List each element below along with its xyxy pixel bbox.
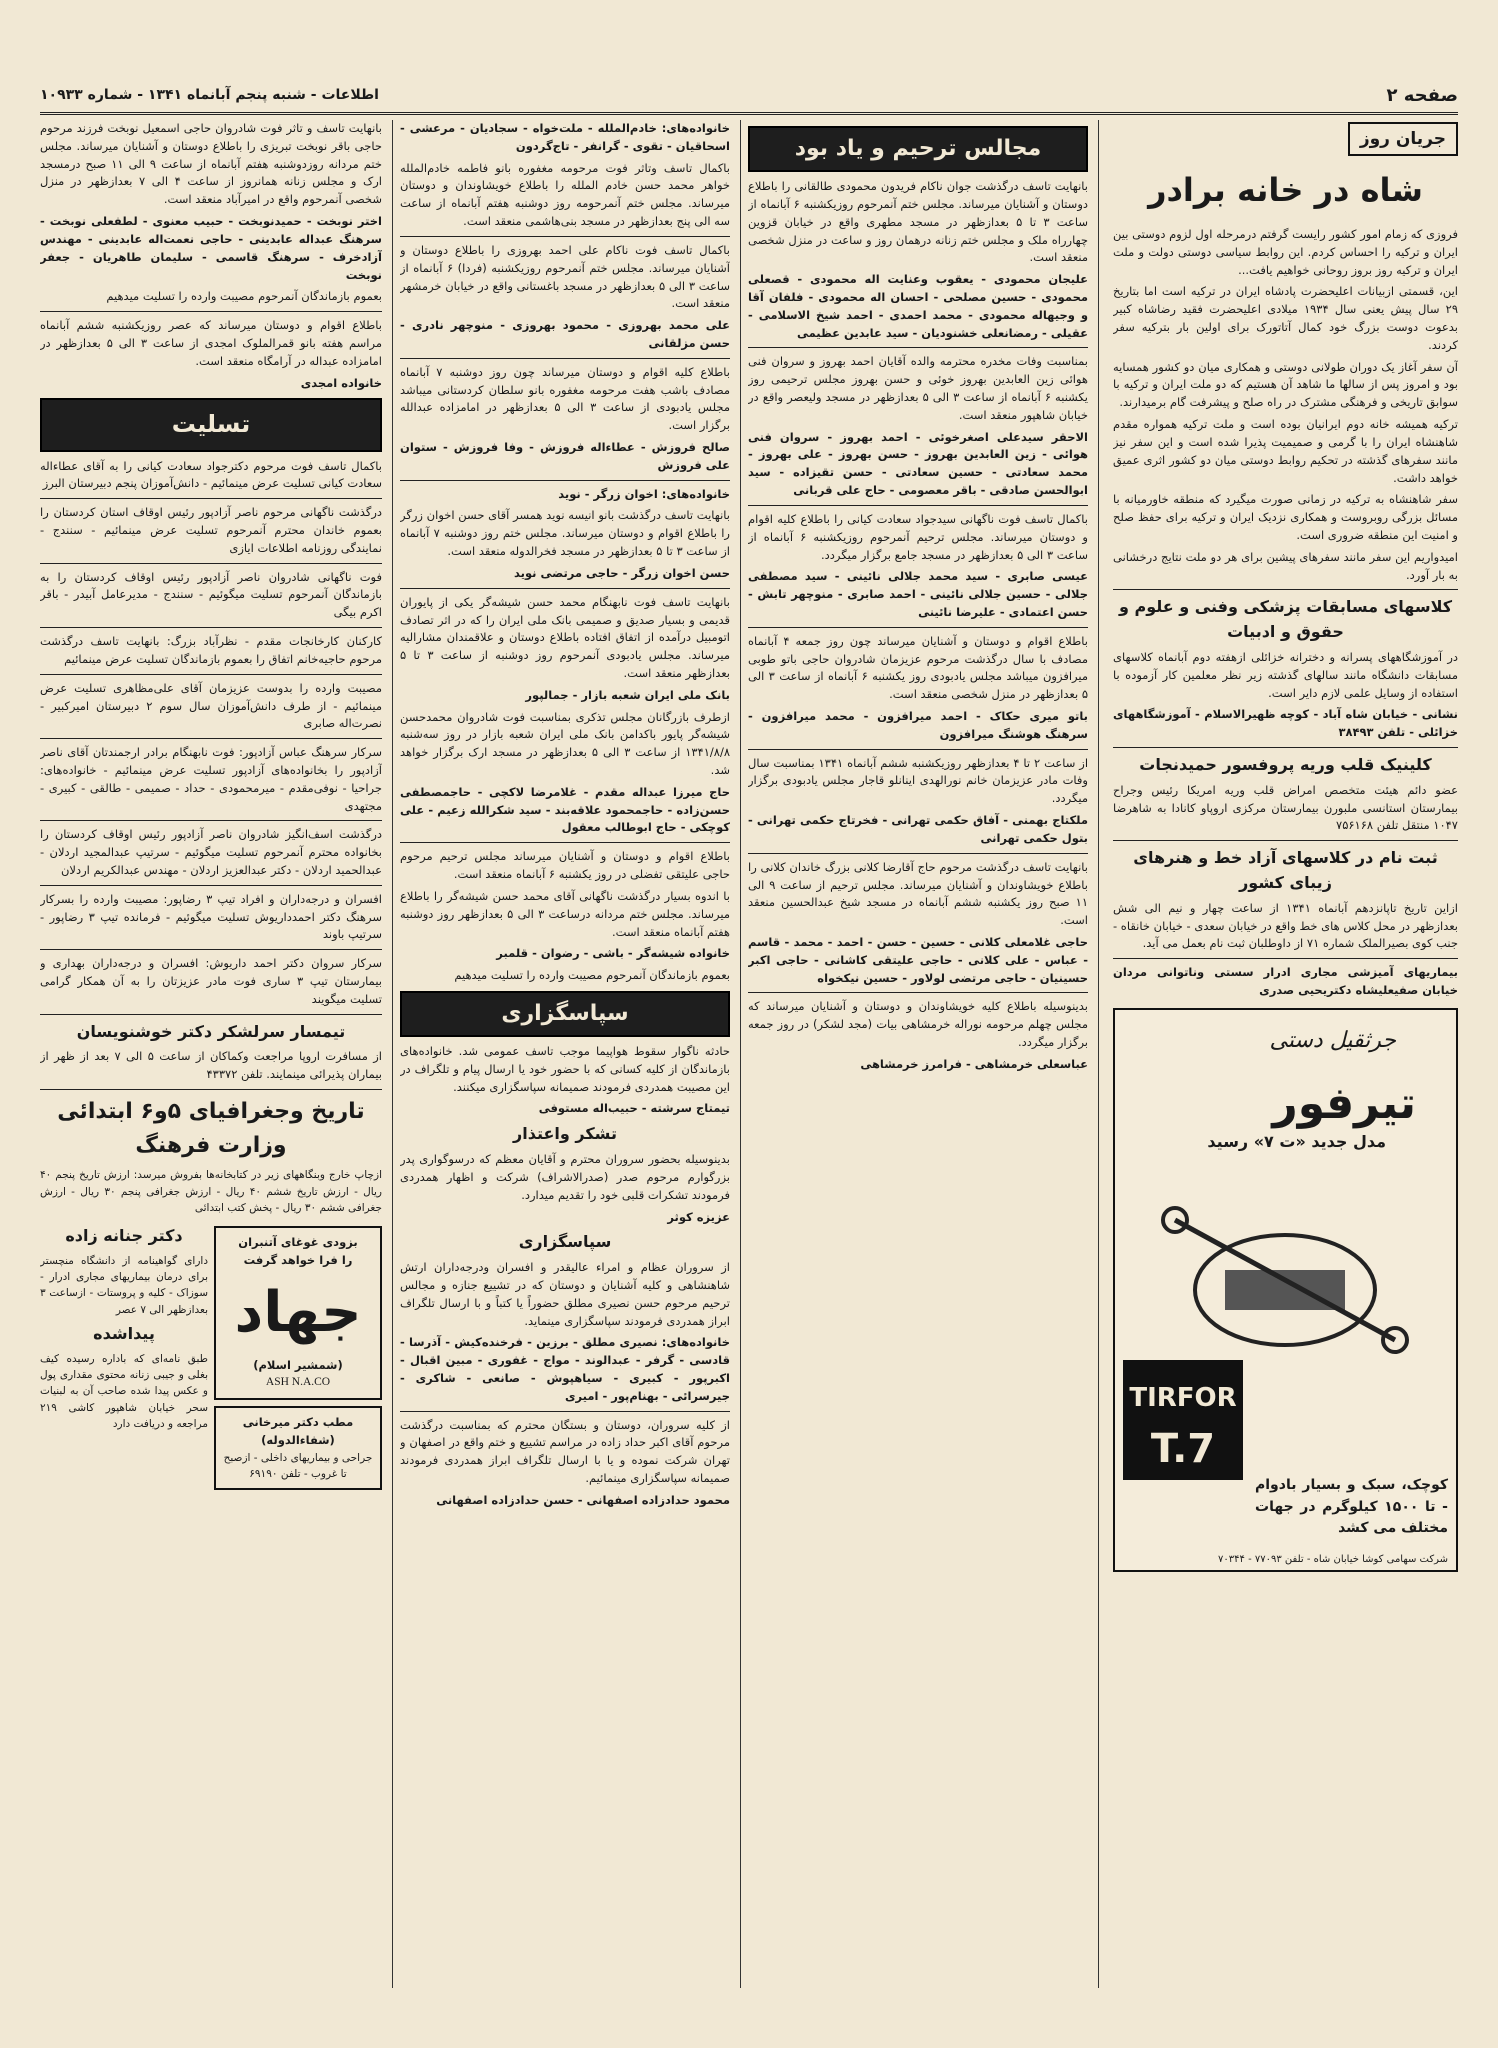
condolence: فوت ناگهانی شادروان ناصر آزادپور رئیس اوقاف کردستان را به بازماندگان آنمرحوم تسلیت میگوئیم - سنندج - مدیرعامل آبیدر - باقر اکرم بیگی	[40, 569, 382, 620]
section-label: جریان روز	[1348, 122, 1458, 156]
ad-body: دارای گواهینامه از دانشگاه منچستر برای درمان بیماریهای مجاری ادرار - سوزاک - کلیه و پروستات - ازساعت ۳ بعدازظهر الی ۷ عصر	[40, 1254, 208, 1316]
notice-signatures: الاحقر سیدعلی اصغرخوئی - احمد بهروز - سروان فنی هوائی - زین العابدین بهروز - حسن بهروز - علی بهروز - محمد سعادتی - حسین سعادتی - حسن تقیزاده - سید ابوالحسن صادقی - باقر معصومی - حاج علی قربانی	[748, 429, 1088, 498]
film-ad-line: بزودی غوغای آتنبران	[238, 1235, 358, 1250]
article-paragraph: آن سفر آغاز یک دوران طولانی دوستی و همکاری میان دو کشور همسایه بود و امروز پس از سالها ما شاهد آن هستیم که دو ملت ایران و ترکیه با سوابق تاریخی و فرهنگی مشترک در راه صلح و پیشرفت گام برمیدارند.	[1113, 359, 1458, 410]
notice: باطلاع اقوام و دوستان و آشنایان میرساند مجلس ترحیم مرحوم حاجی علیتقی تفضلی در روز یکشنبه ۶ آبانماه منعقد است.	[400, 849, 730, 882]
issue-line: اطلاعات - شنبه پنجم آبانماه ۱۳۴۱ - شماره ۱۰۹۳۳	[40, 87, 379, 103]
article-paragraph: سفر شاهنشاه به ترکیه در زمانی صورت میگیرد که منطقه خاورمیانه با مسائل بزرگی روبروست و همکاری نزدیک ایران و ترکیه برای حفظ صلح و امنیت این منطقه ضروری است.	[1113, 492, 1458, 542]
ad-body: در آموزشگاههای پسرانه و دخترانه خزائلی ازهفته دوم آبانماه کلاسهای مسابقات دانشگاه مانند سالهای گذشته زیر نظر معلمین کار آزموده با استفاده از وسایل علمی لازم دایر است.	[1113, 649, 1458, 700]
condolence: سرکار سروان دکتر احمد داریوش: افسران و درجه‌داران بهداری و بیمارستان تیپ ۳ ساری فوت مادر عزیزتان را به آن همکار گرامی تسلیت میگویند	[40, 956, 382, 1006]
article-paragraph: ترکیه همیشه خانه دوم ایرانیان بوده است و ملت ترکیه همواره مقدم شاهنشاه ایران را با گرمی و صمیمیت پذیرا شده است و این سفر نیز مانند سفرهای گذشته در تحکیم روابط دوستی میان دو کشور اثری عمیق خواهد داشت.	[1113, 417, 1458, 485]
divider	[400, 588, 730, 589]
notice: بانهایت تاسف درگذشت بانو انیسه نوید همسر آقای حسن اخوان زرگر را باطلاع اقوام و دوستان میرساند. مجلس ختم روز دوشنبه ۷ آبانماه از ساعت ۳ تا ۵ بعدازظهر در مسجد فخرالدوله منعقد است.	[400, 508, 730, 559]
ad-title: ثبت نام در کلاسهای آزاد خط و هنرهای زیبای کشور	[1133, 848, 1438, 893]
notice: بانهایت تاسف و تاثر فوت شادروان حاجی اسمعیل نوبخت فرزند مرحوم حاجی باقر نوبخت تبریزی را باطلاع دوستان و آشنایان میرساند. مجلس ختم مردانه روزدوشنبه هفتم آبانماه از ساعت ۹ الی ۱۱ صبح درمسجد ارک و مجلس زنانه همانروز از ساعت ۴ الی ۷ بعدازظهر در منزل شخصی آنمرحوم واقع در امیرآباد منعقد است.	[40, 121, 382, 207]
notice: باکمال تاسف وتاثر فوت مرحومه مغفوره بانو فاطمه خادم‌الملله خواهر محمد حسن خادم الملله را باطلاع خویشاوندان و دوستان میرساند. مجلس ختم آنمرحومه روز دوشنبه هفتم آبانماه از ساعت سه الی پنج بعدازظهر در مسجد بنی‌هاشمی منعقد است.	[400, 160, 730, 229]
notice-signatures: علی محمد بهروزی - محمود بهروزی - منوچهر نادری - حسن مزلقانی	[400, 318, 730, 350]
ad-address: نشانی - خیابان شاه آباد - کوچه ظهیرالاسلام - آموزشگاههای خزائلی - تلفن ۳۸۴۹۳	[1113, 707, 1458, 740]
divider	[400, 1411, 730, 1412]
ad-body: ازاین تاریخ تاپانزدهم آبانماه ۱۳۴۱ از ساعت چهار و نیم الی شش بعدازظهر در محل کلاس های خط واقع در خیابان سعدی - خیابان خانقاه - جنب کوی بصیرالملک شماره ۷۱ از داوطلبان ثبت نام بعمل می آید.	[1113, 900, 1458, 951]
film-distributor: ASH N.A.CO	[265, 1376, 331, 1389]
notice-families: خانواده‌های: خادم‌الملله - ملت‌خواه - سجادیان - مرعشی - اسحاقیان - تقوی - گرانفر - تاج‌گردون	[400, 121, 730, 153]
divider	[40, 1089, 382, 1090]
notice-signatures: بانک ملی ایران شعبه بازار - جمالپور	[525, 687, 730, 702]
ad-footer: شرکت سهامی کوشا خیابان شاه - تلفن ۷۷۰۹۳ - ۷۰۳۴۴	[1218, 1554, 1448, 1566]
ad-title: دکتر جنانه زاده	[65, 1226, 183, 1246]
notice: باکمال تاسف فوت ناگهانی سیدجواد سعادت کیانی را باطلاع کلیه اقوام و دوستان میرساند. مجلس ترحیم آنمرحوم روزیکشنبه ۶ آبانماه از ساعت ۳ الی ۵ بعدازظهر در مسجد جامع برگزار میگردد.	[748, 511, 1088, 562]
notice: بعموم بازماندگان آنمرحوم مصیبت وارده را تسلیت میدهیم	[454, 968, 730, 983]
condolence: درگذشت اسف‌انگیز شادروان ناصر آزادپور رئیس اوقاف کردستان را بخانواده محترم آنمرحوم تسلیت میگوئیم - سرتیپ عبدالمجید اردلان - عبدالحمید اردلان - دکتر عبدالعزیز اردلان - مهندس عبدالکریم اردلان	[40, 827, 382, 877]
column-rule	[392, 120, 393, 1988]
ad-body: بیماریهای آمیزشی مجاری ادرار سستی وناتوانی مردان خیابان صفیعلیشاه دکتریحیی صدری	[1113, 965, 1458, 998]
notice-signatures: خانواده امجدی	[300, 375, 382, 390]
page-number: صفحه ۲	[1386, 84, 1458, 106]
notice: ازطرف بازرگانان مجلس تذکری بمناسبت فوت شادروان محمدحسن شیشه‌گر پایور باکدامن بانک ملی ایران شعبه بازار در روز سه‌شنبه ۱۳۴۱/۸/۸ از ساعت ۳ الی ۵ بعدازظهر در مسجد ارک برگزار خواهد شد.	[400, 709, 730, 777]
divider	[40, 563, 382, 564]
divider	[748, 992, 1088, 993]
divider	[1113, 747, 1458, 748]
notice-signatures: حاجی غلامعلی کلانی - حسین - حسن - احمد - محمد - قاسم - عباس - علی کلانی - حاجی علیتقی کاشانی - حاجی اکبر حسینیان - حاجی مرتضی لولاور - حسین نیکخواه	[748, 934, 1088, 985]
condolence: باکمال تاسف فوت مرحوم دکترجواد سعادت کیانی را به آقای عطاءاله سعادت کیانی تسلیت عرض مینمائیم - دانش‌آموزان پنجم دبیرستان البرز	[40, 458, 382, 491]
ad-model: مدل جدید «ت ۷» رسید	[1207, 1131, 1386, 1151]
column-rule	[1098, 120, 1099, 1988]
divider	[40, 738, 382, 739]
ad-subtitle: (شفاءالدوله)	[261, 1432, 335, 1447]
column-left	[40, 120, 382, 1988]
notice-families: خانواده‌های: اخوان زرگر - نوید	[558, 486, 730, 501]
ad-title: کلاسهای مسابقات پزشکی وفنی و علوم و حقوق و ادبیات	[1118, 597, 1453, 642]
notice-signatures: علیجان محمودی - یعقوب وعنایت اله محمودی - قصعلی محمودی - حسین مصلحی - احسان اله محمودی - فلفان آقا و وجیهاله محمودی - محمد احمدی - احمد شیخ الاسلامی - عقیلی - رمضانعلی خشنودیان - سید عابدین عظیمی	[748, 272, 1088, 340]
notice-signatures: عباسعلی خرمشاهی - فرامرز خرمشاهی	[860, 1056, 1088, 1071]
notice-signatures: اختر نوبخت - حمیدنوبخت - حبیب معنوی - لطفعلی نوبخت - سرهنگ عبداله عابدینی - حاجی نعمت‌اله عابدینی - مهندس آزادخرف - سرهنگ قاسمی - سلیمان طاهریان - جعفر نوبخت	[40, 214, 382, 282]
notice-title: سپاسگزاری	[518, 1232, 612, 1252]
ad-body: عضو دائم هیئت متخصص امراض قلب وریه امریکا رئیس وجراح بیمارستان استانسی ملبورن بیمارستان مرکزی اروپاو کانادا به شاهرضا ۱۰۴۷ منتقل تلفن ۷۵۶۱۶۸	[1113, 782, 1458, 833]
ad-tagline: کوچک، سبک و بسیار بادوام - تا ۱۵۰۰ کیلوگرم در جهات مختلف می کشد	[1255, 1476, 1448, 1537]
ad-title: پیداشده	[93, 1323, 155, 1343]
column-2	[748, 120, 1088, 1988]
tirfor-ad	[1113, 1008, 1458, 1572]
section-banner: تسلیت	[40, 398, 382, 451]
notice: بدینوسیله باطلاع کلیه خویشاوندان و دوستان و آشنایان میرساند که مجلس چهلم مرحومه نوراله خرمشاهی بیات (مجد لشکر) در روز جمعه برگزار میگردد.	[748, 999, 1088, 1050]
winch-illustration	[1155, 1180, 1415, 1370]
film-ad-line: را فرا خواهد گرفت	[243, 1252, 353, 1267]
divider	[1113, 589, 1458, 590]
notice-signatures: صالح فروزش - عطاءاله فروزش - وفا فروزش - ستوان علی فروزش	[400, 440, 730, 472]
notice: از ساعت ۲ تا ۴ بعدازظهر روزیکشنبه ششم آبانماه ۱۳۴۱ بمناسبت سال وفات مادر عزیزمان خانم نورالهدی اینانلو قاجار مجلس یادبودی برگزار میگردد.	[748, 755, 1088, 806]
ads-left	[214, 1220, 382, 1496]
notice-signatures: عزیزه کوثر	[667, 1209, 730, 1224]
divider	[748, 347, 1088, 348]
divider	[400, 236, 730, 237]
divider	[400, 358, 730, 359]
logo-model: T.7	[1150, 1426, 1216, 1473]
condolence: سرکار سرهنگ عباس آزادپور: فوت نابهنگام برادر ارجمندتان آقای ناصر آزادپور را بخانواده‌های آزادپور تسلیت عرض مینمائیم - خانواده‌های: جراحیا - نوفی‌مقدم - میرمحمودی - حداد - صمیمی - طالقی - کبیری - مجتهدی	[40, 745, 382, 813]
divider	[1113, 958, 1458, 959]
divider	[40, 674, 382, 675]
notice-signatures: خانواده شیشه‌گر - باشی - رضوان - قلمبر	[496, 946, 730, 961]
divider	[40, 627, 382, 628]
headline: شاه در خانه برادر	[1148, 171, 1423, 210]
notice-signatures: حاج میرزا عبداله مقدم - غلامرضا لاکچی - حاجمصطفی حسن‌زاده - حاجمحمود علاقه‌بند - سید شکرالله زعیم - علی کوچکی - حاج ابوطالب معقول	[400, 784, 730, 835]
ad-brand: تیرفور	[1272, 1077, 1416, 1129]
notice-signatures: ملکتاج بهمنی - آفاق حکمی تهرانی - فخرتاج حکمی تهرانی - بتول حکمی تهرانی	[748, 813, 1088, 845]
ads-right	[40, 1220, 208, 1496]
notice-signatures: خانواده‌های: نصیری مطلق - برزین - فرخنده‌کیش - آذرسا - قادسی - گرفر - عبدالوند - مواج - غفوری - مبین اقبال - اکبرپور - کبیری - سیاهپوش - صانعی - شاکری - جیرسرائی - بهنام‌پور - امیری	[400, 1335, 730, 1403]
article-paragraph: این، قسمتی ازبیانات اعلیحضرت پادشاه ایران در ترکیه است اما بتاریخ ۲۹ سال پیش یعنی سال ۱۹۳۴ میلادی اعلیحضرت فقید رضاشاه کبیر بدعوت دوست بزرگ خود کمال آتاتورک برای اولین بار بترکیه سفر کردند.	[1113, 284, 1458, 352]
thanks-notice: از سروران عظام و امراء عالیقدر و افسران ودرجه‌داران ارتش شاهنشاهی و کلیه آشنایان و دوستان که در تشییع جنازه و مجالس ترحیم مرحوم حسن نصیری مطلق حضوراً یا کتباً و با ارسال تلگراف ابراز همدردی فرمودند سپاسگزاری مینماید.	[400, 1260, 730, 1328]
ad-title: مطب دکتر میرخانی	[242, 1415, 354, 1430]
page-header	[40, 78, 1458, 115]
thanks-notice: از کلیه سروران، دوستان و بستگان محترم که بمناسبت درگذشت مرحوم آقای اکبر حداد زاده در مراسم تشییع و ختم واقع در اصفهان و تهران شرکت نموده و یا با ارسال تلگراف ابراز همدردی فرمودند صمیمانه سپاسگزاری مینمائیم.	[400, 1417, 730, 1486]
column-3	[400, 120, 730, 1988]
column-rule	[740, 120, 741, 1988]
divider	[748, 505, 1088, 506]
condolence: کارکنان کارخانجات مقدم - نظرآباد بزرگ: بانهایت تاسف درگذشت مرحوم حاجیه‌خانم اتفاق را بعموم بازماندگان تسلیت عرض مینمائیم	[40, 634, 382, 666]
section-banner: سپاسگزاری	[400, 991, 730, 1037]
ad-body: از مسافرت اروپا مراجعت وکماکان از ساعت ۵ الی ۷ بعد از ظهر از بیماران پذیرائی مینمایند. تلفن ۴۳۳۷۲	[40, 1049, 382, 1082]
divider	[1113, 840, 1458, 841]
ad-small-title: جرثقیل دستی	[1269, 1027, 1396, 1053]
divider	[400, 480, 730, 481]
notice: بانهایت تاسف فوت نابهنگام محمد حسن شیشه‌گر یکی از پایوران قدیمی و بسیار صدیق و صمیمی بانک ملی ایران را که در اثر تصادف اتومبیل درآمده از اتفاق افتاده باطلاع دوستان و علاقمندان مشاراليه میرساند. مجلس یادبودی آنمرحوم روز دوشنبه از ساعت ۳ تا ۵ بعدازظهر منعقد است.	[400, 594, 730, 680]
notice: باطلاع کلیه اقوام و دوستان میرساند چون روز دوشنبه ۷ آبانماه مصادف باشب هفت مرحومه مغفوره بانو سلطان کردستانی میباشد مجلس یادبودی از ساعت ۳ الی ۵ بعدازظهر در امامزاده عبدالله برگزار است.	[400, 364, 730, 433]
notice: بعموم بازماندگان آنمرحوم مصیبت وارده را تسلیت میدهیم	[106, 289, 382, 304]
divider	[748, 853, 1088, 854]
divider	[40, 949, 382, 950]
thanks-notice: بدینوسیله بحضور سروران محترم و آقایان معظم که درسوگواری پدر بزرگوارم مرحوم صدر (صدرالاشراف) شرکت و اظهار همدردی فرمودند تشکرات قلبی خود را تقدیم میدارد.	[400, 1152, 730, 1202]
divider	[40, 885, 382, 886]
ad-title: کلینیک قلب وریه پروفسور حمیدنجات	[1139, 755, 1432, 775]
condolence: درگذشت ناگهانی مرحوم ناصر آزادپور رئیس اوقاف استان کردستان را بعموم خاندان محترم آنمرحوم تسلیت عرض مینمائیم - سنندج - نمایندگی روزنامه اطلاعات ایازی	[40, 505, 382, 555]
notice-signatures: عیسی صابری - سید محمد جلالی نائینی - سید مصطفی جلالی - حسین جلالی نائینی - احمد صابری - منوچهر تابش - حسن اعتمادی - علیرضا نائینی	[748, 569, 1088, 619]
divider	[40, 311, 382, 312]
notice: بانهایت تاسف درگذشت مرحوم حاج آقارضا کلانی بزرگ خاندان کلانی را باطلاع خویشاوندان و آشنایان میرساند. مجلس ترحیم از ساعت ۹ الی ۱۱ صبح روز یکشنبه ششم آبانماه در مسجد شیخ عبدالحسین منعقد است.	[748, 859, 1088, 928]
column-right	[1113, 120, 1458, 1988]
notice-title: تشکر واعتذار	[513, 1124, 617, 1144]
notice-signatures: محمود حدادزاده اصفهانی - حسن حدادزاده اصفهانی	[436, 1492, 730, 1507]
divider	[748, 749, 1088, 750]
thanks-notice: حادثه ناگوار سقوط هواپیما موجب تاسف عمومی شد. خانواده‌های بازماندگان از کلیه کسانی که با حضور خود یا ارسال پیام و تلگراف در این مصیبت همدردی فرمودند صمیمانه سپاسگزاری میکنند.	[400, 1044, 730, 1094]
ads-row	[40, 1220, 382, 1496]
article-paragraph: فروزی که زمام امور کشور رایست گرفتم درمرحله اول لزوم دوستی بین ایران و ترکیه را احساس کردم. این روابط سیاسی دوستی دولت و ملت ایران و ترکیه روز بروز روحانی خواهیم یافت...	[1113, 226, 1458, 277]
notice: باطلاع اقوام و دوستان و آشنایان میرساند چون روز جمعه ۴ آبانماه مصادف با سال درگذشت مرحوم عزیزمان شادروان حاجی باتو طوبی میرافزون میباشد مجلس یادبودی روز یکشنبه ۶ آبانماه از ساعت ۳ الی ۵ بعدازظهر در منزل شخصی منعقد است.	[748, 633, 1088, 702]
film-subtitle: (شمشیر اسلام)	[253, 1357, 343, 1372]
divider	[40, 820, 382, 821]
ad-body: طبق نامه‌ای که باداره رسیده کیف بغلی و جیبی زنانه محتوی مقداری پول و عکس پیدا شده صاحب آن به لبنیات سحر خیابان شاهپور کاشی ۲۱۹ مراجعه و دریافت دارد	[40, 1352, 208, 1430]
notice: باکمال تاسف فوت ناکام علی احمد بهروزی را باطلاع دوستان و آشنایان میرساند. مجلس ختم آنمرحوم روزیکشنبه (فردا) ۶ آبانماه از ساعت ۳ الی ۵ بعدازظهر در مسجد باغستانی واقع در خیابان خرمشهر منعقد است.	[400, 242, 730, 311]
divider	[40, 498, 382, 499]
notice: با اندوه بسیار درگذشت ناگهانی آقای محمد حسن شیشه‌گر را باطلاع میرساند. مجلس ختم مردانه درساعت ۳ الی ۵ بعدازظهر روز دوشنبه هفتم آبانماه منعقد است.	[400, 888, 730, 939]
ad-title: تاریخ وجغرافیای ۵و۶ ابتدائی وزارت فرهنگ	[57, 1099, 365, 1159]
notice-signatures: حسن اخوان زرگر - حاجی مرتضی نوید	[514, 565, 730, 580]
section-banner: مجالس ترحیم و یاد بود	[748, 126, 1088, 172]
notice-signatures: تیمتاج سرشته - حبیب‌اله مستوفی	[538, 1101, 730, 1116]
notice: باطلاع اقوام و دوستان میرساند که عصر روزیکشنبه ششم آبانماه مراسم هفته بانو قمرالملوک امجدی از ساعت ۳ الی ۵ بعدازظهر در امامزاده عبداله در آرامگاه منعقد است.	[40, 318, 382, 368]
doctor-ad	[214, 1406, 382, 1490]
ad-title: تیمسار سرلشکر دکتر خوشنویسان	[76, 1021, 346, 1041]
ad-body: جراحی و بیماریهای داخلی - ازصبح تا غروب - تلفن ۶۹۱۹۰	[223, 1451, 373, 1481]
condolence: افسران و درجه‌داران و افراد تیپ ۳ رضاپور: مصیبت وارده را بسرکار سرهنگ دکتر احمدداریوش تسلیت میگوئیم - فرمانده تیپ ۳ رضاپور - سرتیپ باوند	[40, 891, 382, 942]
ad-body: ازچاپ خارج وبنگاههای زیر در کتابخانه‌ها بفروش میرسد: ارزش تاریخ پنجم ۴۰ ریال - ارزش تاریخ ششم ۴۰ ریال - ارزش جغرافی پنجم ۳۰ ریال - ارزش جغرافی ششم ۳۰ ریال - پخش کتب ابتدائی	[40, 1169, 382, 1214]
article-paragraph: امیدواریم این سفر مانند سفرهای پیشین برای هر دو ملت نتایج درخشانی به بار آورد.	[1113, 549, 1458, 582]
divider	[400, 842, 730, 843]
film-title: جهاد	[234, 1279, 362, 1345]
film-ad	[214, 1226, 382, 1400]
condolence: مصیبت وارده را بدوست عزیزمان آقای علی‌مظاهری تسلیت عرض مینمائیم - از طرف دانش‌آموزان سال سوم ۲ دبیرستان امیرکبیر - نصرت‌اله صابری	[40, 680, 382, 731]
tirfor-logo	[1123, 1360, 1243, 1480]
logo-text: TIRFOR	[1129, 1382, 1237, 1413]
notice: بانهایت تاسف درگذشت جوان ناکام فریدون محمودی طالقانی را باطلاع دوستان و آشنایان میرساند. مجلس ختم آنمرحوم روزیکشنبه ۶ آبانماه از ساعت ۳ تا ۵ بعدازظهر در مسجد مطهری واقع در خیابان قزوین چهارراه ملک و مجلس ختم زنانه درهمان روز و ساعت در منزل شخصی منعقد است.	[748, 179, 1088, 265]
notice: بمناسبت وفات مخدره محترمه والده آقایان احمد بهروز و سروان فنی هوائی زین العابدین بهروز خوئی و حسن بهروز مجلس ترحیمی روز یکشنبه ۶ آبانماه از ساعت ۳ الی ۵ بعدازظهر در مسجد ولیعصر واقع در خیابان شاهپور منعقد است.	[748, 354, 1088, 422]
divider	[40, 1014, 382, 1015]
divider	[748, 627, 1088, 628]
notice-signatures: باتو میری حکاک - احمد میرافزون - محمد میرافزون - سرهنگ هوشنگ میرافزون	[748, 709, 1088, 741]
